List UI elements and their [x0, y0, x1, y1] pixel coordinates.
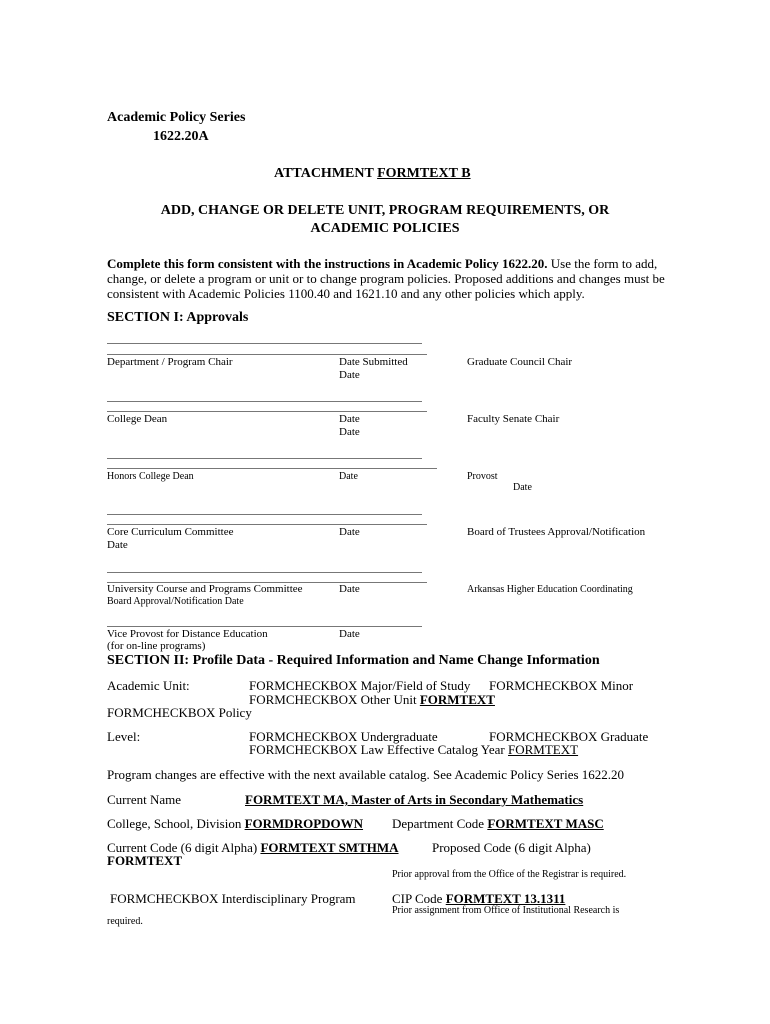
- signature-line: [107, 468, 437, 469]
- other-unit-checkbox[interactable]: FORMCHECKBOX Other Unit: [249, 692, 420, 707]
- dept-code-label: Department Code: [392, 816, 488, 831]
- attachment-heading: [274, 166, 471, 182]
- law-checkbox[interactable]: FORMCHECKBOX Law Effective Catalog Year: [249, 742, 509, 757]
- date-label: Date: [339, 471, 358, 482]
- prior-ir-note: Prior assignment from Office of Institutional Research is: [392, 905, 620, 916]
- current-code-label: Current Code (6 digit Alpha): [107, 840, 261, 855]
- board-approval-label: Board Approval/Notification Date: [107, 596, 244, 607]
- prior-registrar-note: Prior approval from the Office of the Registrar is required.: [392, 869, 627, 880]
- signature-line: [107, 354, 427, 355]
- date-label: Date: [339, 526, 360, 538]
- college-row: [107, 816, 363, 832]
- series-title: Academic Policy Series: [107, 110, 246, 125]
- online-label: (for on-line programs): [107, 640, 206, 652]
- ahecb-label: Arkansas Higher Education Coordinating: [467, 584, 633, 595]
- date-label: Date: [107, 539, 128, 551]
- academic-unit-label: Academic Unit:: [107, 678, 190, 693]
- date-label: Date: [339, 628, 360, 640]
- dept-code-field[interactable]: FORMTEXT MASC: [487, 816, 604, 831]
- policy-number: 1622.20A: [153, 129, 209, 144]
- attachment-field[interactable]: FORMTEXT B: [377, 166, 471, 181]
- provost-label: Provost: [467, 471, 498, 482]
- intro-rest: Use the form to add, change, or delete a program or unit or to change program policies. Proposed additions and changes must be consistent with Academic Policies 1100.40 and 1621.10 and any other policies which apply.: [107, 256, 665, 301]
- undergraduate-checkbox[interactable]: FORMCHECKBOX Undergraduate: [249, 729, 438, 744]
- intro-bold: Complete this form consistent with the instructions in Academic Policy 1622.20.: [107, 256, 548, 271]
- other-unit-field[interactable]: FORMTEXT: [419, 692, 495, 707]
- date-label: Date: [513, 482, 532, 493]
- vice-provost-label: Vice Provost for Distance Education: [107, 628, 268, 640]
- faculty-senate-label: Faculty Senate Chair: [467, 413, 560, 425]
- law-row: [249, 742, 578, 758]
- proposed-code-field[interactable]: FORMTEXT: [107, 853, 183, 868]
- current-code-field[interactable]: FORMTEXT SMTHMA: [260, 840, 399, 855]
- program-changes-note: Program changes are effective with the next available catalog. See Academic Policy Series 1622.20: [107, 767, 625, 782]
- cip-field[interactable]: FORMTEXT 13.1311: [445, 891, 566, 906]
- current-name-field[interactable]: FORMTEXT MA, Master of Arts in Secondary Mathematics: [245, 792, 584, 807]
- signature-line: [107, 524, 427, 525]
- college-label: College, School, Division: [107, 816, 245, 831]
- signature-line: [107, 572, 422, 573]
- current-name-label: Current Name: [107, 792, 182, 807]
- date-label: Date: [339, 426, 360, 438]
- signature-line: [107, 401, 422, 402]
- board-trustees-label: Board of Trustees Approval/Notification: [467, 526, 646, 538]
- signature-line: [107, 458, 422, 459]
- grad-council-label: Graduate Council Chair: [467, 356, 573, 368]
- policy-checkbox[interactable]: FORMCHECKBOX Policy: [107, 705, 252, 720]
- graduate-checkbox[interactable]: FORMCHECKBOX Graduate: [489, 729, 649, 744]
- date-label: Date: [339, 583, 360, 595]
- univ-committee-label: University Course and Programs Committee: [107, 583, 303, 595]
- attachment-prefix: ATTACHMENT: [274, 166, 378, 181]
- catalog-year-field[interactable]: FORMTEXT: [508, 742, 579, 757]
- signature-line: [107, 411, 427, 412]
- signature-line: [107, 343, 422, 344]
- college-dropdown[interactable]: FORMDROPDOWN: [244, 816, 364, 831]
- other-unit-row: [249, 692, 495, 708]
- minor-checkbox[interactable]: FORMCHECKBOX Minor: [489, 678, 634, 693]
- required-note: required.: [107, 916, 143, 927]
- cip-label: CIP Code: [392, 891, 446, 906]
- form-title-line1: ADD, CHANGE OR DELETE UNIT, PROGRAM REQUIREMENTS, OR: [160, 203, 610, 218]
- date-submitted-label: Date Submitted: [339, 356, 408, 368]
- date-label: Date: [339, 369, 360, 381]
- dept-code-row: [392, 816, 604, 832]
- date-label: Date: [339, 413, 360, 425]
- interdisciplinary-checkbox[interactable]: FORMCHECKBOX Interdisciplinary Program: [110, 891, 356, 906]
- section2-heading: SECTION II: Profile Data - Required Information and Name Change Information: [107, 653, 600, 668]
- form-title-line2: ACADEMIC POLICIES: [310, 221, 460, 236]
- core-committee-label: Core Curriculum Committee: [107, 526, 234, 538]
- signature-line: [107, 514, 422, 515]
- dept-chair-label: Department / Program Chair: [107, 356, 233, 368]
- signature-line: [107, 626, 422, 627]
- major-checkbox[interactable]: FORMCHECKBOX Major/Field of Study: [249, 678, 471, 693]
- college-dean-label: College Dean: [107, 413, 168, 425]
- level-label: Level:: [107, 729, 141, 744]
- honors-dean-label: Honors College Dean: [107, 471, 194, 482]
- section1-heading: SECTION I: Approvals: [107, 310, 249, 325]
- intro-paragraph: [107, 256, 667, 301]
- proposed-code-label: Proposed Code (6 digit Alpha): [432, 840, 591, 855]
